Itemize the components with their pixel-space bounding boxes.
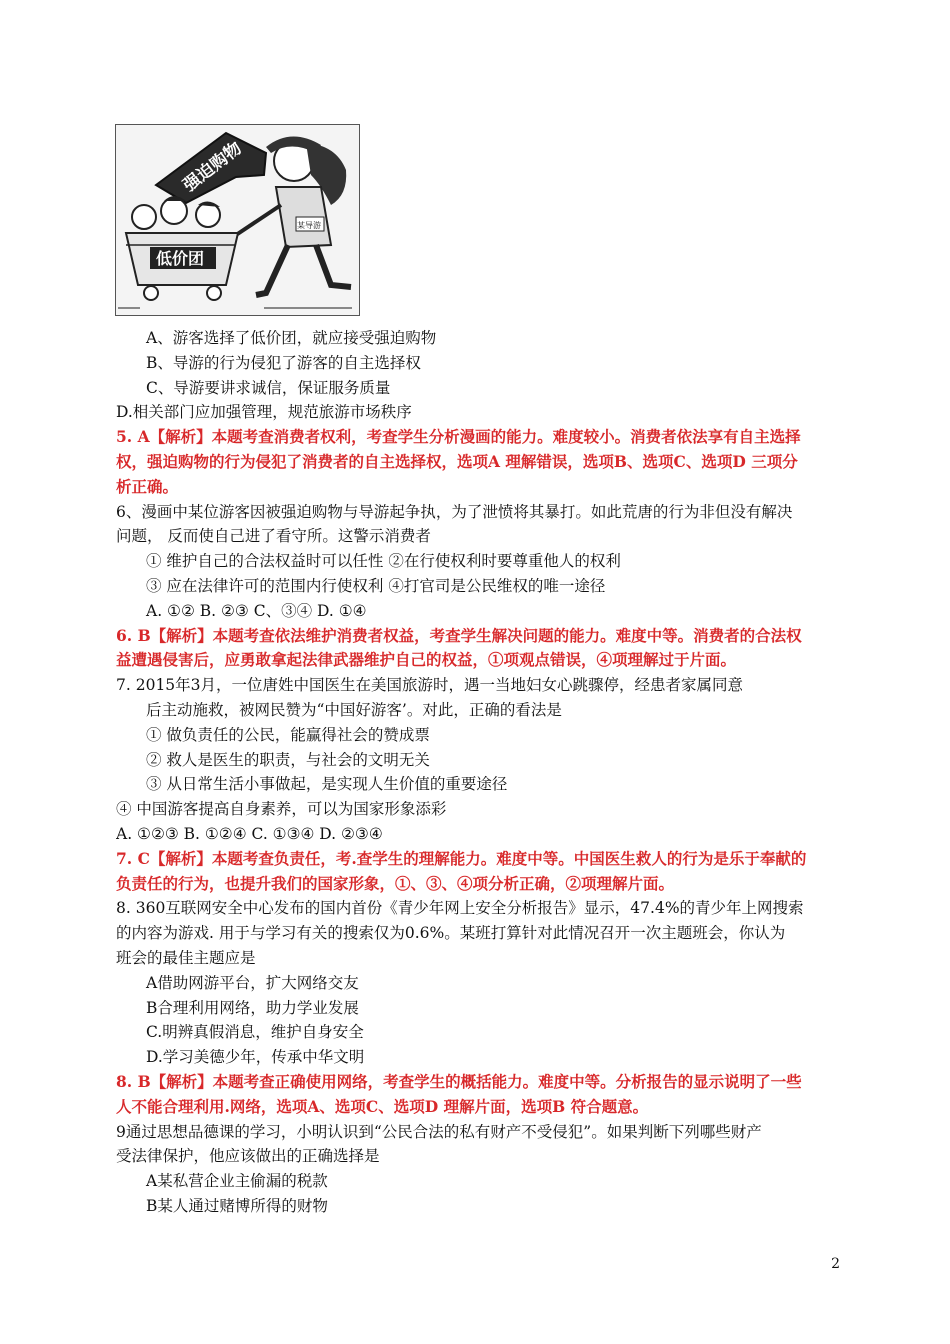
question-line: 7. 2015年3月，一位唐姓中国医生在美国旅游时，遇一当地妇女心跳骤停，经患者家属同意 [116,676,744,695]
question-line: 后主动施救，被网民赞为“中国好游客’。对此，正确的看法是 [146,700,562,719]
question-line: A. ①②③ B. ①②④ C. ①③④ D. ②③④ [116,824,383,843]
banner-text: 强迫购物 [179,138,246,196]
answer-explanation-line: 析正确。 [116,476,179,496]
question-line: C.明辨真假消息，维护自身安全 [146,1023,364,1042]
question-line: A. ①② B. ②③ C、③④ D. ①④ [146,601,367,620]
answer-explanation-line: 负责任的行为，也提升我们的国家形象，①、③、④项分析正确，②项理解片面。 [116,873,675,893]
answer-explanation-line: 权，强迫购物的行为侵犯了消费者的自主选择权，选项A 理解错误，选项B、选项C、选项D 三项分 [116,451,798,471]
question-line: D.学习美德少年，传承中华文明 [146,1048,365,1067]
answer-explanation-line: 6. B【解析】本题考查依法维护消费者权益，考查学生解决问题的能力。难度中等。消费者的合法权 [116,625,802,645]
answer-explanation-line: 8. B【解析】本题考查正确使用网络，考查学生的概括能力。难度中等。分析报告的显示说明了一些 [116,1071,802,1091]
cartoon-illustration [115,124,360,316]
question-line: A借助网游平台，扩大网络交友 [146,973,359,992]
question-line: ③ 从日常生活小事做起，是实现人生价值的重要途径 [146,775,508,794]
answer-explanation-line: 7. C【解析】本题考查负责任，考.查学生的理解能力。难度中等。中国医生救人的行为是乐于奉献的 [116,848,807,868]
question-line: B某人通过赌博所得的财物 [146,1196,328,1215]
question-line: 的内容为游戏. 用于与学习有关的搜索仅为0.6%。某班打算针对此情况召开一次主题班会，你认为 [116,924,786,943]
question-line: 受法律保护，他应该做出的正确选择是 [116,1147,380,1166]
question-line: ① 维护自己的合法权益时可以任性 ②在行使权利时要尊重他人的权利 [146,552,621,571]
answer-explanation-line: 人不能合理利用.网络，选项A、选项C、选项D 理解片面，选项B 符合题意。 [116,1096,649,1116]
question-line: ④ 中国游客提高自身素养，可以为国家形象添彩 [116,800,447,819]
question-line: 班会的最佳主题应是 [116,948,256,967]
cart-text: 低价团 [156,249,205,268]
question-line: A某私营企业主偷漏的税款 [146,1172,328,1191]
question-line: 6、漫画中某位游客因被强迫购物与导游起争执，为了泄愤将其暴打。如此荒唐的行为非但没有解决 [116,502,793,521]
answer-explanation-line: 益遭遇侵害后，应勇敢拿起法律武器维护自己的权益，①项观点错误，④项理解过于片面。 [116,650,737,670]
question-text-block [116,326,838,1219]
question-line: 9通过思想品德课的学习，小明认识到“公民合法的私有财产不受侵犯”。如果判断下列哪些财产 [116,1122,762,1141]
question-line: B合理利用网络，助力学业发展 [146,998,359,1017]
question-line: A、游客选择了低价团，就应接受强迫购物 [146,329,437,347]
question-line: D.相关部门应加强管理，规范旅游市场秩序 [116,403,412,422]
answer-explanation-line: 5. A【解析】本题考查消费者权利，考查学生分析漫画的能力。难度较小。消费者依法享有自主选择 [116,427,801,447]
page-number: 2 [831,1256,840,1272]
question-line: 问题， 反而使自己进了看守所。这警示消费者 [116,527,431,546]
question-line: C、导游要讲求诚信，保证服务质量 [146,378,391,397]
question-line: ② 救人是医生的职责，与社会的文明无关 [146,750,430,769]
question-line: ③ 应在法律许可的范围内行使权利 ④打官司是公民维权的唯一途径 [146,576,606,595]
guide-tag-text: 某导游 [297,221,321,230]
question-line: B、导游的行为侵犯了游客的自主选择权 [146,353,421,372]
question-line: 8. 360互联网安全中心发布的国内首份《青少年网上安全分析报告》显示，47.4%的青少年上网搜索 [116,899,804,918]
question-line: ① 做负责任的公民，能赢得社会的赞成票 [146,725,430,744]
